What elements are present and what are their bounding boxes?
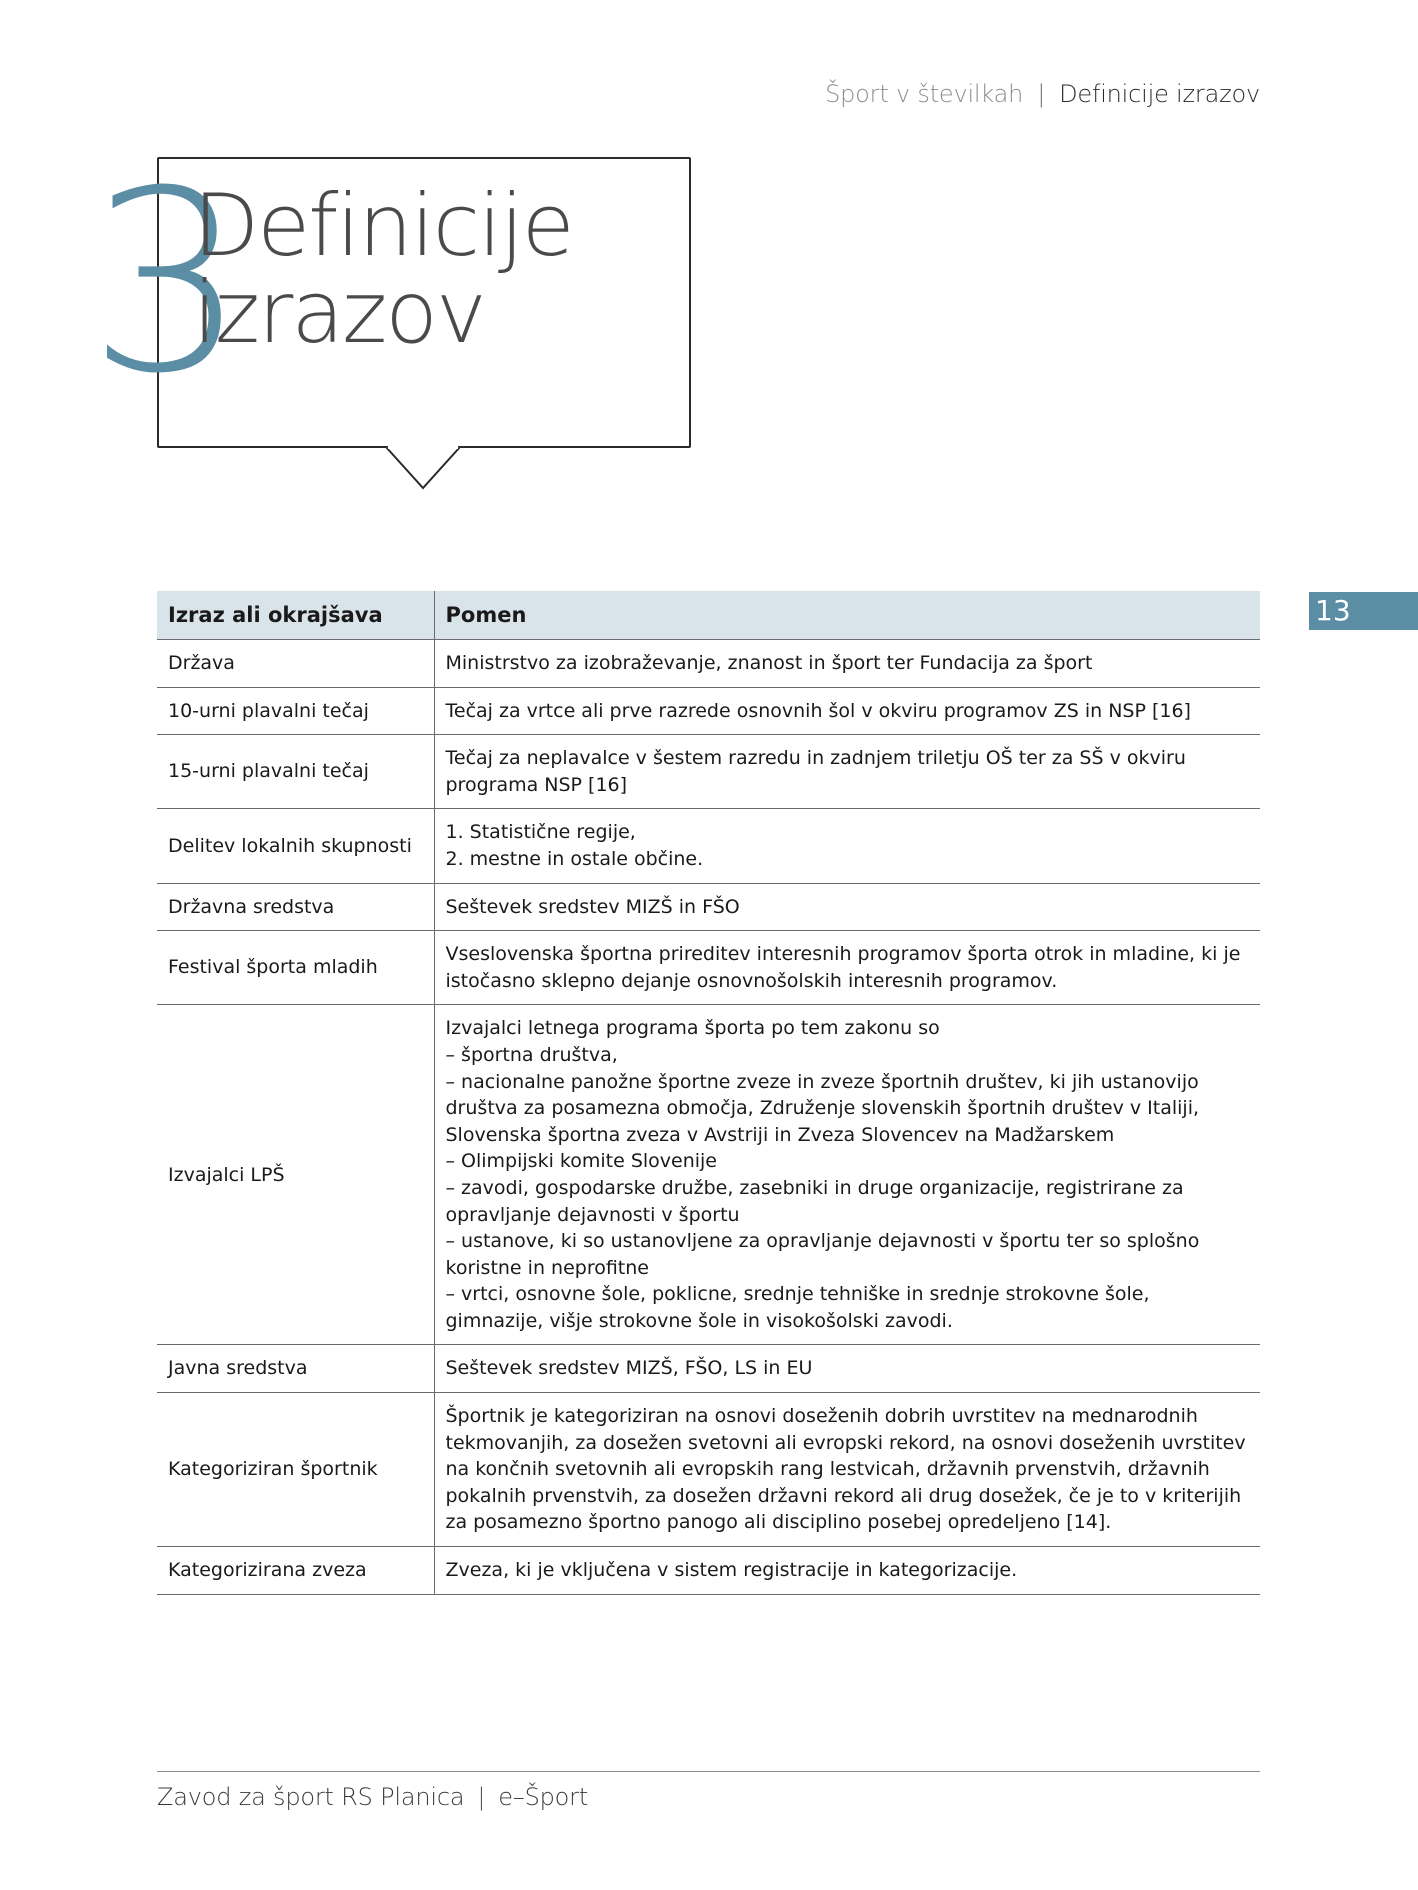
running-footer bbox=[157, 1783, 588, 1811]
footer-separator: | bbox=[477, 1783, 486, 1811]
meaning-cell: Seštevek sredstev MIZŠ in FŠO bbox=[434, 883, 1260, 931]
footer-divider bbox=[157, 1771, 1260, 1772]
term-cell: Izvajalci LPŠ bbox=[157, 1005, 434, 1345]
definitions-table bbox=[157, 591, 1260, 1595]
table-row bbox=[157, 1345, 1260, 1393]
meaning-cell: Vseslovenska športna prireditev interesnih programov športa otrok in mladine, ki je istočasno sklepno dejanje osnovnošolskih interesnih programov. bbox=[434, 931, 1260, 1005]
column-header-term: Izraz ali okrajšava bbox=[157, 591, 434, 640]
term-cell: 10-urni plavalni tečaj bbox=[157, 687, 434, 735]
meaning-cell: Tečaj za vrtce ali prve razrede osnovnih šol v okviru programov ZS in NSP [16] bbox=[434, 687, 1260, 735]
term-cell: Kategorizirana zveza bbox=[157, 1547, 434, 1595]
term-cell: 15-urni plavalni tečaj bbox=[157, 735, 434, 809]
meaning-cell: 1. Statistične regije, 2. mestne in ostale občine. bbox=[434, 809, 1260, 883]
table-row bbox=[157, 1393, 1260, 1547]
term-cell: Javna sredstva bbox=[157, 1345, 434, 1393]
chapter-title-line-1: Definicije bbox=[193, 176, 573, 276]
term-cell: Država bbox=[157, 640, 434, 688]
header-separator: | bbox=[1037, 80, 1046, 108]
chapter-number: 3 bbox=[88, 137, 238, 428]
meaning-cell: Tečaj za neplavalce v šestem razredu in zadnjem triletju OŠ ter za SŠ v okviru programa NSP [16] bbox=[434, 735, 1260, 809]
meaning-cell: Ministrstvo za izobraževanje, znanost in šport ter Fundacija za šport bbox=[434, 640, 1260, 688]
meaning-cell: Zveza, ki je vključena v sistem registracije in kategorizacije. bbox=[434, 1547, 1260, 1595]
meaning-cell: Izvajalci letnega programa športa po tem zakonu so – športna društva, – nacionalne panožne športne zveze in zveze športnih društev, ki jih ustanovijo društva za posamezna območja, Združenje slovenskih športnih društev v Italiji, Slovenska športna zveza v Avstriji in Zveza Slovencev na Madžarskem – Olimpijski komite Slovenije – zavodi, gospodarske družbe, zasebniki in druge organizacije, registrirane za opravljanje dejavnosti v športu – ustanove, ki so ustanovljene za opravljanje dejavnosti v športu ter so splošno koristne in neprofitne – vrtci, osnovne šole, poklicne, srednje tehniške in srednje strokovne šole, gimnazije, višje strokovne šole in visokošolski zavodi. bbox=[434, 1005, 1260, 1345]
meaning-cell: Seštevek sredstev MIZŠ, FŠO, LS in EU bbox=[434, 1345, 1260, 1393]
footer-organization: Zavod za šport RS Planica bbox=[157, 1783, 465, 1811]
footer-product: e–Šport bbox=[498, 1783, 589, 1811]
page-number-tab: 13 bbox=[1309, 592, 1418, 630]
section-title: Definicije izrazov bbox=[1059, 80, 1260, 108]
table-row bbox=[157, 809, 1260, 883]
term-cell: Delitev lokalnih skupnosti bbox=[157, 809, 434, 883]
chapter-title-line-2: izrazov bbox=[193, 263, 485, 363]
term-cell: Državna sredstva bbox=[157, 883, 434, 931]
table-row bbox=[157, 735, 1260, 809]
table-row bbox=[157, 931, 1260, 1005]
meaning-cell: Športnik je kategoriziran na osnovi doseženih dobrih uvrstitev na mednarodnih tekmovanjih, za dosežen svetovni ali evropski rekord, na osnovi doseženih uvrstitev na končnih svetovnih ali evropskih rang lestvicah, državnih prvenstvih, državnih pokalnih prvenstvih, za dosežen državni rekord ali drug dosežek, če je to v kriterijih za posamezno športno panogo ali disciplino posebej opredeljeno [14]. bbox=[434, 1393, 1260, 1547]
table-row bbox=[157, 640, 1260, 688]
term-cell: Festival športa mladih bbox=[157, 931, 434, 1005]
table-row bbox=[157, 1005, 1260, 1345]
table-row bbox=[157, 1547, 1260, 1595]
publication-title: Šport v številkah bbox=[825, 80, 1024, 108]
column-header-meaning: Pomen bbox=[434, 591, 1260, 640]
table-header-row bbox=[157, 591, 1260, 640]
table-row bbox=[157, 687, 1260, 735]
table-row bbox=[157, 883, 1260, 931]
term-cell: Kategoriziran športnik bbox=[157, 1393, 434, 1547]
